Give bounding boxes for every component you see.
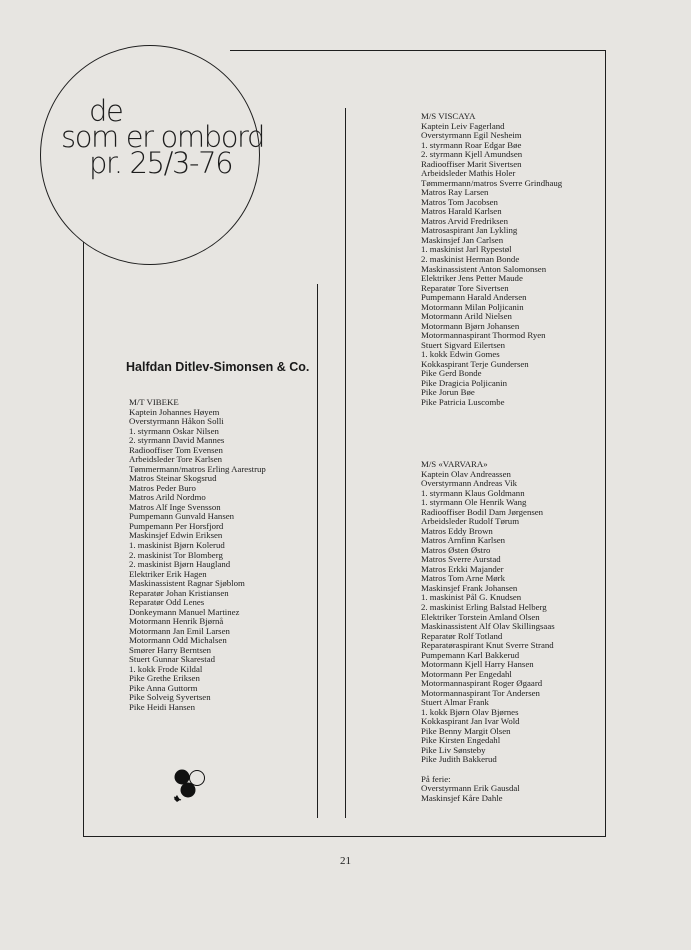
column-divider-upper <box>317 284 318 818</box>
crew-member: Matros Harald Karlsen <box>421 206 502 217</box>
crew-member: Motormann Henrik Bjørnå <box>129 616 224 627</box>
crew-member: Motormannaspirant Roger Øgaard <box>421 678 543 689</box>
crew-member: Stuert Almar Frank <box>421 697 489 708</box>
crew-member: Motormann Milan Poljicanin <box>421 301 524 312</box>
frame-left-line <box>83 190 84 837</box>
crew-member: Matros Peder Buro <box>129 482 196 493</box>
crew-member: 1. styrmann Roar Edgar Bøe <box>421 139 522 150</box>
crew-member: 2. styrmann Kjell Amundsen <box>421 149 523 160</box>
crew-member: Radiooffiser Bodil Dam Jørgensen <box>421 506 544 517</box>
crew-member: Pike Liv Sønsteby <box>421 744 486 755</box>
crew-member: Maskinassistent Ragnar Sjøblom <box>129 578 245 589</box>
crew-member: Maskinsjef Jan Carlsen <box>421 234 504 245</box>
crew-member: Kaptein Johannes Høyem <box>129 406 220 417</box>
crew-member: Motormann Kjell Harry Hansen <box>421 659 534 670</box>
crew-member: Matros Tom Jacobsen <box>421 196 498 207</box>
crew-member: Matros Tom Arne Mørk <box>421 573 506 584</box>
varvara-crew-list <box>421 470 555 765</box>
column-divider-lower <box>345 108 346 818</box>
crew-member: 2. maskinist Erling Balstad Helberg <box>421 601 547 612</box>
varvara-title: M/S «VARVARA» <box>421 459 488 469</box>
vacation-title: På ferie: <box>421 773 451 784</box>
crew-member: Radiooffiser Tom Evensen <box>129 444 223 455</box>
crew-member: Radiooffiser Marit Sivertsen <box>421 158 522 169</box>
crew-member: Pike Dragicia Poljicanin <box>421 377 507 388</box>
heading-text <box>41 94 265 180</box>
crew-member: Kaptein Leiv Fagerland <box>421 120 505 131</box>
crew-member: Kokkaspirant Jan Ivar Wold <box>421 716 520 727</box>
crew-member: Motormann Arild Nielsen <box>421 311 512 322</box>
crew-member: Pumpemann Gunvald Hansen <box>129 511 235 522</box>
crew-member: Elektriker Erik Hagen <box>129 568 207 579</box>
crew-member: Maskinassistent Alf Olav Skillingsaas <box>421 621 555 632</box>
crew-member: Matros Steinar Skogsrud <box>129 473 217 484</box>
crew-member: Kokkaspirant Terje Gundersen <box>421 358 529 369</box>
crew-member: Overstyrmann Håkon Solli <box>129 416 224 427</box>
crew-member: 1. styrmann Klaus Goldmann <box>421 487 525 498</box>
crew-member: 2. maskinist Tor Blomberg <box>129 549 223 560</box>
crew-member: Maskinsjef Edwin Eriksen <box>129 530 223 541</box>
vacation-list <box>421 784 555 803</box>
crew-member: Pumpemann Karl Bakkerud <box>421 649 520 660</box>
heading-line-2: som er ombord <box>61 120 265 154</box>
crew-member: Pike Gerd Bonde <box>421 368 482 379</box>
crew-member: 2. maskinist Bjørn Haugland <box>129 559 231 570</box>
crew-member: Pike Jorun Bøe <box>421 387 475 398</box>
crew-member: Pike Benny Margit Olsen <box>421 725 511 736</box>
crew-member: 2. styrmann David Mannes <box>129 435 225 446</box>
varvara-section <box>421 460 555 803</box>
crew-member: Arbeidsleder Tore Karlsen <box>129 454 223 465</box>
crew-member: Elektriker Torstein Amland Olsen <box>421 611 540 622</box>
frame-right-line <box>605 50 606 837</box>
crew-member: Matrosaspirant Jan Lykling <box>421 225 518 236</box>
crew-member: Pike Judith Bakkerud <box>421 754 497 765</box>
crew-member: Pike Heidi Hansen <box>129 702 195 712</box>
crew-member: Reparatør Rolf Totland <box>421 630 503 641</box>
crew-member: Matros Alf Inge Svensson <box>129 501 221 512</box>
crew-member: Smører Harry Berntsen <box>129 644 212 655</box>
crew-member: Stuert Sigvard Eilertsen <box>421 339 506 350</box>
crew-member: 1. kokk Bjørn Olav Bjørnes <box>421 706 519 717</box>
frame-bottom-line <box>83 836 606 837</box>
crew-member: Pumpemann Per Horsfjord <box>129 520 224 531</box>
crew-member: Matros Arnfinn Karlsen <box>421 535 506 546</box>
crew-member: Reparatør Johan Kristiansen <box>129 587 229 598</box>
page-number: 21 <box>340 855 351 867</box>
crew-member: Arbeidsleder Rudolf Tørum <box>421 516 520 527</box>
crew-member: Matros Arild Nordmo <box>129 492 206 503</box>
crew-member: Reparatør Odd Lenes <box>129 597 205 608</box>
crew-member: Pike Patricia Luscombe <box>421 396 505 407</box>
crew-member: Tømmermann/matros Sverre Grindhaug <box>421 177 563 188</box>
crew-member: Overstyrmann Andreas Vik <box>421 478 518 489</box>
crew-member: 1. kokk Edwin Gomes <box>421 349 500 360</box>
crew-member: Stuert Gunnar Skarestad <box>129 654 215 665</box>
crew-member: Motormannaspirant Thormod Ryen <box>421 330 546 341</box>
company-name: Halfdan Ditlev-Simonsen & Co. <box>126 360 310 374</box>
crew-member: Matros Eddy Brown <box>421 525 493 536</box>
crew-member: Tømmermann/matros Erling Aarestrup <box>129 463 266 474</box>
crew-member: Reparatør Tore Sivertsen <box>421 282 509 293</box>
crew-member: 1. maskinist Bjørn Kolerud <box>129 539 225 550</box>
crew-member: Pike Anna Guttorm <box>129 682 198 693</box>
crew-member: Motormannaspirant Tor Andersen <box>421 687 540 698</box>
crew-member: Elektriker Jens Petter Maude <box>421 273 523 284</box>
crew-member: Reparatøraspirant Knut Sverre Strand <box>421 640 554 651</box>
crew-member: Matros Erkki Majander <box>421 563 504 574</box>
viscaya-crew-list <box>421 122 562 408</box>
vibeke-title: M/T VIBEKE <box>129 397 179 407</box>
crew-member: Matros Ray Larsen <box>421 187 489 198</box>
crew-member: 1. kokk Frode Kildal <box>129 663 203 674</box>
crew-member: Motormann Bjørn Johansen <box>421 320 520 331</box>
crew-member: Overstyrmann Egil Nesheim <box>421 130 522 141</box>
crew-member: Matros Østen Østro <box>421 544 491 555</box>
heading-line-1: de <box>89 94 123 128</box>
crew-member: Kaptein Olav Andreassen <box>421 468 511 479</box>
crew-member: Pumpemann Harald Andersen <box>421 292 527 303</box>
crew-member: 2. maskinist Herman Bonde <box>421 253 520 264</box>
viscaya-title: M/S VISCAYA <box>421 111 476 121</box>
crew-member: Maskinsjef Frank Johansen <box>421 582 518 593</box>
crew-member: Motormann Jan Emil Larsen <box>129 625 230 636</box>
crew-member: Overstyrmann Erik Gausdal <box>421 783 520 794</box>
heading-circle <box>40 45 265 265</box>
crew-member: Pike Kirsten Engedahl <box>421 735 501 746</box>
crew-member: Pike Solveig Syvertsen <box>129 692 211 703</box>
heading-line-3: pr. 25/3-76 <box>89 146 233 180</box>
vibeke-crew-list <box>129 408 266 713</box>
crew-member: Arbeidsleder Mathis Holer <box>421 168 516 179</box>
crew-member: 1. styrmann Ole Henrik Wang <box>421 497 527 508</box>
crew-member: 1. maskinist Pål G. Knudsen <box>421 592 522 603</box>
viscaya-section <box>421 112 562 407</box>
crew-member: Maskinassistent Anton Salomonsen <box>421 263 547 274</box>
crew-member: Matros Sverre Aurstad <box>421 554 501 565</box>
crew-member: Pike Grethe Eriksen <box>129 673 200 684</box>
vibeke-section <box>129 398 266 713</box>
frame-top-line <box>230 50 606 51</box>
crew-member: Donkeymann Manuel Martinez <box>129 606 240 617</box>
crew-member: Motormann Per Engedahl <box>421 668 512 679</box>
crew-member: Matros Arvid Fredriksen <box>421 215 508 226</box>
crew-member: 1. styrmann Oskar Nilsen <box>129 425 219 436</box>
crew-member: 1. maskinist Jarl Rypestøl <box>421 244 512 255</box>
company-logo-icon <box>168 765 212 809</box>
crew-member: Motormann Odd Michalsen <box>129 635 227 646</box>
crew-member: Maskinsjef Kåre Dahle <box>421 792 503 803</box>
